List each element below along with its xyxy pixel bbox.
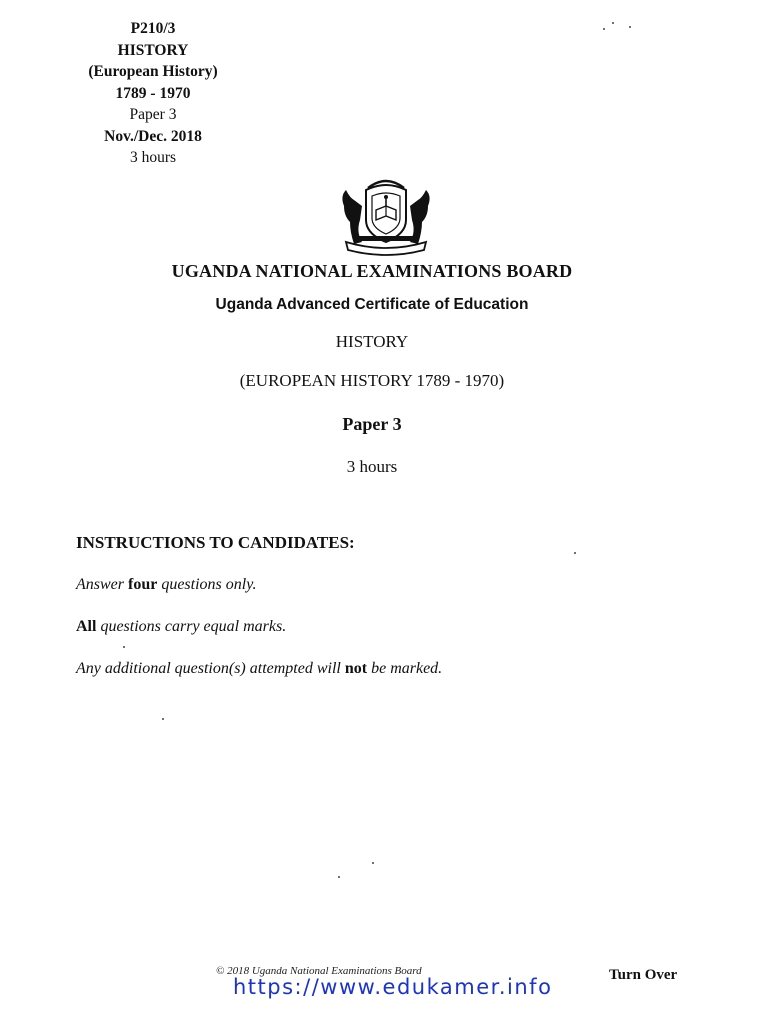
instruction-text: questions only. <box>157 576 257 593</box>
header-paper: Paper 3 <box>129 106 177 123</box>
header-duration: 3 hours <box>129 149 177 166</box>
turn-over-label: Turn Over <box>609 967 678 983</box>
board-name: UGANDA NATIONAL EXAMINATIONS BOARD <box>171 261 573 281</box>
exam-duration: 3 hours <box>346 457 398 476</box>
instruction-text: Answer <box>76 576 128 593</box>
header-option: (European History) <box>88 63 218 80</box>
header-subject: HISTORY <box>117 41 189 59</box>
scan-speck <box>123 646 125 648</box>
subject-title: HISTORY <box>335 332 409 351</box>
instruction-emphasis: four <box>128 576 158 593</box>
syllabus-title: (EUROPEAN HISTORY 1789 - 1970) <box>239 371 505 390</box>
source-url-link[interactable]: https://www.edukamer.info <box>233 975 553 999</box>
scan-speck <box>612 22 614 24</box>
scan-speck <box>338 876 340 878</box>
instruction-emphasis: All <box>76 618 97 635</box>
header-block <box>68 18 238 169</box>
scan-speck <box>162 718 164 720</box>
scan-speck <box>603 28 605 30</box>
scan-speck <box>629 26 631 28</box>
instruction-line-2 <box>76 618 286 636</box>
certificate-title: Uganda Advanced Certificate of Education <box>215 296 529 313</box>
instruction-text: questions carry equal marks. <box>96 618 287 635</box>
header-session: Nov./Dec. 2018 <box>104 127 202 145</box>
instruction-line-3 <box>76 660 442 678</box>
header-years: 1789 - 1970 <box>115 84 191 102</box>
paper-number: Paper 3 <box>342 414 402 434</box>
scan-speck <box>574 552 576 554</box>
instruction-line-1 <box>76 576 256 594</box>
instruction-text: Any additional question(s) attempted will <box>76 660 345 677</box>
instruction-emphasis: not <box>344 660 368 677</box>
scan-speck <box>372 862 374 864</box>
instruction-text: be marked. <box>367 660 443 677</box>
instructions-heading: INSTRUCTIONS TO CANDIDATES: <box>76 533 355 552</box>
copyright-notice: © 2018 Uganda National Examinations Board <box>216 965 422 977</box>
paper-code: P210/3 <box>130 20 176 37</box>
examinations-board-crest-icon <box>336 176 436 256</box>
